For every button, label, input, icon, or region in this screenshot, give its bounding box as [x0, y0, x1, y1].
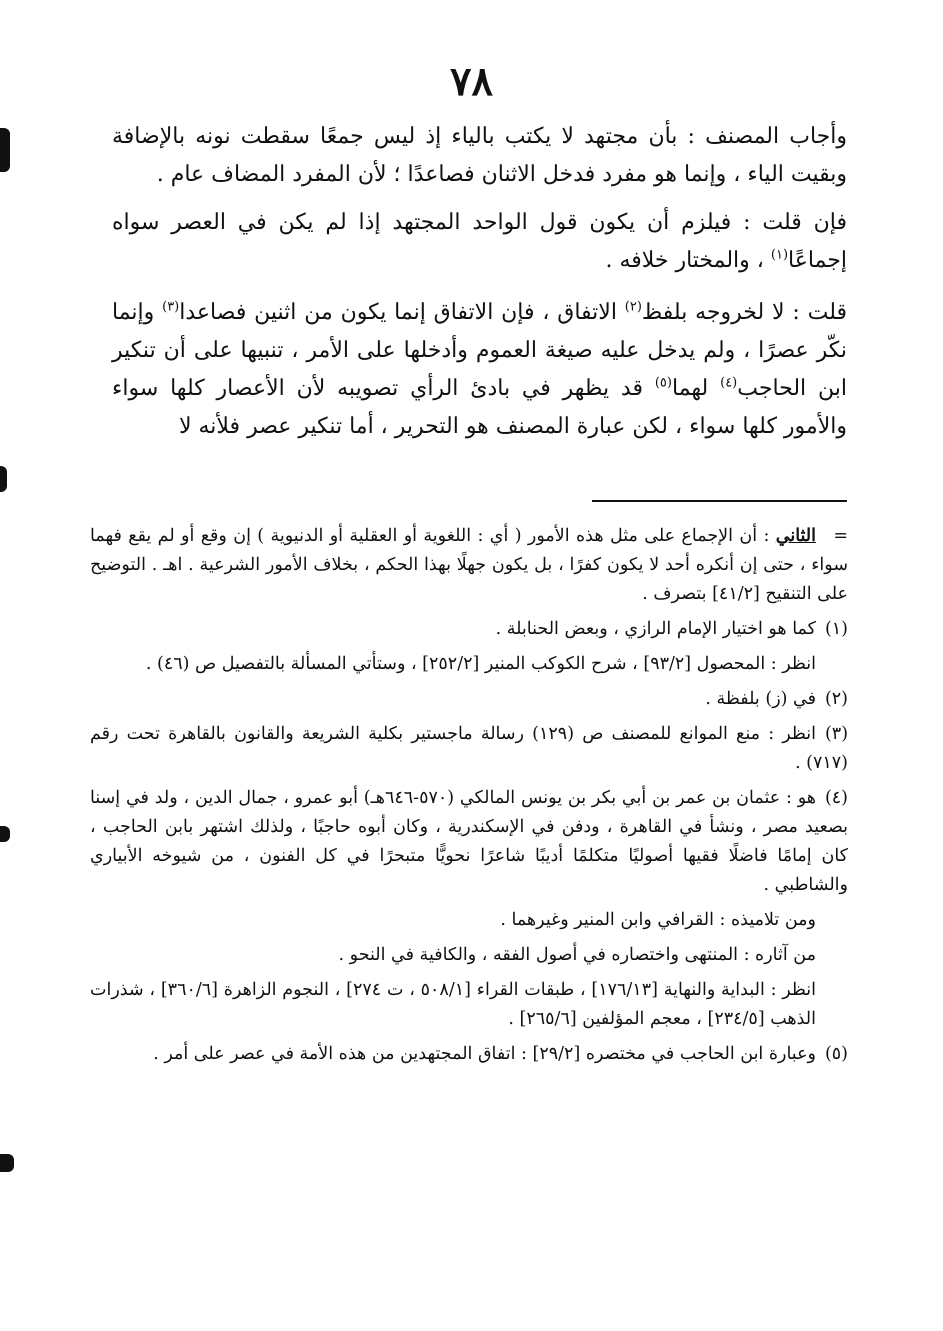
footnote-4-text: هو : عثمان بن عمر بن أبي بكر بن يونس المالكي (٥٧٠-٦٤٦هـ) أبو عمرو ، جمال الدين ، ولد في إسنا بصعيد مصر ، ونشأ في القاهرة ، ودفن في الإسكندرية ، وكان أبوه حاجبًا ، ولذلك اشتهر بابن الحاجب ، كان إمامًا فاضلًا فقيها أصوليًا متكلمًا أديبًا شاعرًا نحويًّا متبحرًا في كل الفنون ، من شيوخه الأبياري والشاطبي . — [90, 788, 848, 895]
scan-edge-mark — [0, 466, 7, 492]
footnote-4-number: (٤) — [824, 788, 848, 808]
paragraph-2-text: فإن قلت : فيلزم أن يكون قول الواحد المجتهد إذا لم يكن في العصر سواه إجماعًا — [112, 210, 847, 273]
footnote-3 — [90, 720, 848, 778]
footnote-4-sources: انظر : البداية والنهاية [١٧٦/١٣] ، طبقات القراء [٥٠٨/١ ، ت ٢٧٤] ، النجوم الزاهرة [٣٦٠/٦] ، شذرات الذهب [٢٣٤/٥] ، معجم المؤلفين [٢٦٥/٦] . — [90, 980, 817, 1029]
scan-edge-mark — [0, 1154, 14, 1172]
continuation-text: : أن الإجماع على مثل هذه الأمور ( أي : اللغوية أو العقلية أو الدنيوية ) إن وقع أو لم يقع فهما سواء ، حتى إن أنكره أحد لا يكون كفرًا ، بل يكون جهلًا بهذا الحكم ، بخلاف الأمور الشرعية . اهـ . التوضيح على التنقيح [٤١/٢] بتصرف . — [90, 526, 848, 604]
continuation-mark: = — [833, 526, 848, 546]
footnote-ref-5[interactable]: (٥) — [654, 375, 672, 391]
footnote-2 — [90, 685, 848, 714]
footnote-4 — [90, 784, 848, 900]
footnote-4-students: ومن تلاميذه : القرافي وابن المنير وغيرهما . — [500, 910, 816, 930]
footnote-4-works: من آثاره : المنتهى واختصاره في أصول الفقه ، والكافية في النحو . — [338, 945, 816, 965]
paragraph-3-text: لهما — [671, 376, 721, 401]
footnote-1-number: (١) — [824, 619, 848, 639]
paragraph-1 — [112, 118, 847, 194]
footnote-1-text: كما هو اختيار الإمام الرازي ، وبعض الحنابلة . — [495, 619, 816, 639]
paragraph-3-text: وإنما نكّر عصرًا ، ولم يدخل عليه صيغة العموم وأدخلها على الأمر ، تنبيها على أن تنكير ابن الحاجب — [112, 300, 848, 401]
page-number: ٧٨ — [450, 58, 493, 105]
continuation-lead: الثاني — [775, 526, 816, 546]
footnote-2-number: (٢) — [824, 689, 848, 709]
footnote-continuation — [90, 522, 848, 609]
footnote-2-text: في (ز) بلفظة . — [705, 689, 816, 709]
footnote-1 — [90, 615, 848, 644]
footnotes — [90, 522, 848, 1075]
footnote-3-number: (٣) — [824, 724, 849, 744]
footnote-5-text: وعبارة ابن الحاجب في مختصره [٢٩/٢] : اتفاق المجتهدين من هذه الأمة في عصر على أمر . — [153, 1044, 816, 1064]
paragraph-1-text: وأجاب المصنف : بأن مجتهد لا يكتب بالياء إذ ليس جمعًا سقطت نونه بالإضافة وبقيت الياء ، وإنما هو مفرد فدخل الاثنان فصاعدًا ؛ لأن المفرد المضاف عام . — [112, 124, 847, 187]
paragraph-3-text: الاتفاق ، فإن الاتفاق إنما يكون من اثنين فصاعدا — [179, 300, 625, 325]
footnote-3-text: انظر : منع الموانع للمصنف ص (١٢٩) رسالة ماجستير بكلية الشريعة والقانون بالقاهرة تحت رقم (٧١٧) . — [90, 724, 848, 773]
main-text — [112, 118, 847, 460]
scan-edge-mark — [0, 826, 10, 842]
footnote-5-number: (٥) — [824, 1044, 848, 1064]
paragraph-3-text: قد يظهر في بادئ الرأي تصويبه لأن الأعصار كلها سواء والأمور كلها سواء ، لكن عبارة المصنف هو التحرير ، أما تنكير عصر فلأنه لا — [112, 376, 847, 439]
scan-edge-mark — [0, 128, 10, 172]
paragraph-2-text-end: ، والمختار خلافه . — [605, 248, 771, 273]
footnote-separator — [592, 500, 847, 502]
footnote-5 — [90, 1040, 848, 1069]
paragraph-2 — [112, 204, 847, 280]
paragraph-3 — [112, 294, 847, 446]
footnote-ref-3[interactable]: (٣) — [162, 299, 180, 315]
footnote-ref-2[interactable]: (٢) — [624, 299, 642, 315]
footnote-ref-1[interactable]: (١) — [770, 247, 789, 263]
paragraph-3-text: قلت : لا لخروجه بلفظ — [641, 300, 848, 325]
footnote-1-sources: انظر : المحصول [٩٣/٢] ، شرح الكوكب المنير [٢٥٢/٢] ، وستأتي المسألة بالتفصيل ص (٤٦) . — [145, 654, 816, 674]
footnote-ref-4[interactable]: (٤) — [720, 375, 738, 391]
